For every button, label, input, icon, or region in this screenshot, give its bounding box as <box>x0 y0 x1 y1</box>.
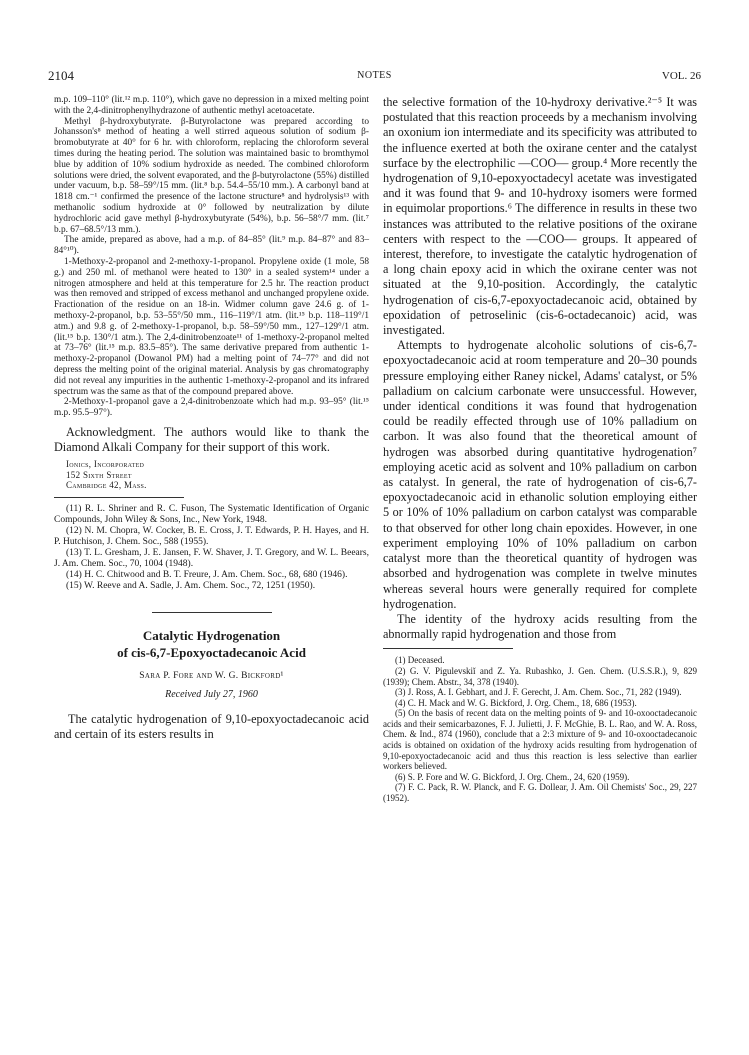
reference: (11) R. L. Shriner and R. C. Fuson, The Systematic Identification of Organic Compounds, John Wiley & Sons, Inc., New York, 1948. <box>54 503 369 525</box>
reference: (15) W. Reeve and A. Sadle, J. Am. Chem. Soc., 72, 1251 (1950). <box>66 580 316 591</box>
paragraph: Attempts to hydrogenate alcoholic solutions of cis-6,7-epoxyoctadecanoic acid at room temperature and 20–30 pounds pressure employing either Raney nickel, Adams' catalyst, or 5% palladium on calcium carbonate were unsuccessful. However, under identical conditions it was found that hydrogenation could be readily effected through use of 10% palladium on carbon. It was also found that the theoretical amount of hydrogen was absorbed during quantitative hydrogenation⁷ employing acetic acid as solvent and 10% palladium on carbon as catalyst. In general, the rate of hydrogenation of cis-6,7-epoxyoctadecanoic acid in ethanolic solution employing either 5 or 10% of 10% palladium on carbon catalyst was comparable to that observed for other long chain epoxides. However, in one experiment employing 10% of 10% palladium on carbon catalyst more than the theoretical quantity of hydrogen was absorbed and hydrogenation was complete in twelve minutes whereas several hours were generally required for complete hydrogenation. <box>383 338 697 611</box>
paragraph: the selective formation of the 10-hydroxy derivative.²⁻⁵ It was postulated that this reaction proceeds by a mechanism involving an oxonium ion intermediate and its specificity was attributed to the influence exerted at both the oxirane center and the catalyst surface by the electrophilic —COO— group.⁴ More recently the hydrogenation of 9,10-epoxyoctadecyl acetate was investigated and it was found that 9- and 10-hydroxy isomers were formed in equimolar proportions.⁶ The difference in results in these two instances was attributed to the relative positions of the oxirane centers with respect to the —COO— groups. It appeared of interest, therefore, to investigate the catalytic hydrogenation of a long chain epoxy acid in which the oxirane center was not situated at the 9,10-position. Accordingly, the catalytic hydrogenation of cis-6,7-epoxyoctadecanoic acid, obtained by epoxidation of petroselinic (cis-6-octadecanoic) acid, was investigated. <box>383 95 697 338</box>
address-line: 152 Sixth Street <box>66 469 132 480</box>
right-column <box>383 95 697 804</box>
reference-list <box>54 504 369 592</box>
left-column <box>54 95 369 742</box>
paragraph: 2-Methoxy-1-propanol gave a 2,4-dinitrobenzoate which had m.p. 93–95° (lit.¹⁵ m.p. 95.5–97°). <box>54 397 369 419</box>
article-title-line: of cis-6,7-Epoxyoctadecanoic Acid <box>117 644 306 660</box>
footnote-divider <box>383 648 513 649</box>
paragraph: The amide, prepared as above, had a m.p. of 84–85° (lit.⁹ m.p. 84–87° and 83–84°¹⁰). <box>54 235 369 257</box>
footnote: (1) Deceased. <box>395 655 445 666</box>
article-authors: Sara P. Fore and W. G. Bickford¹ <box>139 670 284 681</box>
received-date: Received July 27, 1960 <box>165 688 258 700</box>
reference: (13) T. L. Gresham, J. E. Jansen, F. W. Shaver, J. T. Gregory, and W. L. Beears, J. Am. Chem. Soc., 70, 1004 (1948). <box>54 547 369 569</box>
footnote: (2) G. V. Pigulevskiĭ and Z. Ya. Rubashko, J. Gen. Chem. (U.S.S.R.), 9, 829 (1939); Chem. Abstr., 34, 378 (1940). <box>383 665 697 687</box>
reference: (14) H. C. Chitwood and B. T. Freure, J. Am. Chem. Soc., 68, 680 (1946). <box>66 569 348 580</box>
acknowledgment: Acknowledgment. The authors would like to thank the Diamond Alkali Company for their support of this work. <box>54 424 369 454</box>
volume-label: VOL. 26 <box>661 70 701 82</box>
address-line: Ionics, Incorporated <box>66 458 145 469</box>
paragraph: The identity of the hydroxy acids resulting from the abnormally rapid hydrogenation and those from <box>383 611 697 642</box>
intro-paragraph: The catalytic hydrogenation of 9,10-epoxyoctadecanoic acid and certain of its esters results in <box>54 711 369 741</box>
footnote: (4) C. H. Mack and W. G. Bickford, J. Org. Chem., 18, 686 (1953). <box>395 697 637 708</box>
paragraph: Methyl β-hydroxybutyrate. β-Butyrolactone was prepared according to Johansson's⁸ method of heating a well stirred aqueous solution of sodium β-bromobutyrate at 40° for 6 hr. with chloroform, replacing the chloroform several times during the heating period. The solution was maintained basic to bromthymol blue by addition of 10% sodium hydroxide as needed. The combined chloroform solutions were dried, the solvent evaporated, and the β-butyrolactone (55%) distilled under vacuum, b.p. 58–59°/15 mm. (lit.⁸ b.p. 54.4–55/10 mm.). A carbonyl band at 1818 cm.⁻¹ confirmed the presence of the lactone structure⁸ and hydrolysis¹³ with methanolic sodium hydroxide at 0° followed by neutralization by dilute hydrochloric acid gave methyl β-hydroxybutyrate (54%), b.p. 56–58°/7 mm. (lit.⁷ b.p. 67–68.5°/13 mm.). <box>54 116 369 235</box>
reference: (12) N. M. Chopra, W. Cocker, B. E. Cross, J. T. Edwards, P. H. Hayes, and H. P. Hutchison, J. Chem. Soc., 588 (1955). <box>54 525 369 547</box>
page-header <box>48 68 701 84</box>
footnote: (3) J. Ross, A. I. Gebhart, and J. F. Gerecht, J. Am. Chem. Soc., 71, 282 (1949). <box>395 687 682 698</box>
address-line: Cambridge 42, Mass. <box>66 480 147 491</box>
article-divider <box>152 612 272 613</box>
paragraph: 1-Methoxy-2-propanol and 2-methoxy-1-propanol. Propylene oxide (1 mole, 58 g.) and 250 ml. of methanol were heated to 130° in a sealed system¹⁴ under a nitrogen atmosphere and held at this temperature for 2.5 hr. The reaction product was then removed and stripped of excess methanol and unchanged propylene oxide. Fractionation of the residue on an 18-in. Widmer column gave 24.6 g. of 1-methoxy-2-propanol, b.p. 53–55°/50 mm., 116–119°/1 atm. (lit.¹⁵ b.p. 118–119°/1 atm.) and 9.8 g. of 2-methoxy-1-propanol, b.p. 58–59°/50 mm., 127–129°/1 atm. (lit.¹⁵ b.p. 130°/1 atm.). The 2,4-dinitrobenzoate¹¹ of 1-methoxy-2-propanol melted at 73–76° (lit.¹⁵ m.p. 83.5–85°). The same derivative prepared from authentic 1-methoxy-2-propanol (Dowanol PM) had a melting point of 74–77° and did not depress the melting point of the original material. Analysis by gas chromatography did not reveal any impurities in the authentic 1-methoxy-2-propanol and its infrared spectrum was the same as that of the compound prepared above. <box>54 256 369 397</box>
article-title <box>54 627 369 661</box>
footnote: (5) On the basis of recent data on the melting points of 9- and 10-oxooctadecanoic acids and their semicarbazones, F. J. Julietti, J. F. McGhie, B. L. Rao, and W. A. Ross, Chem. & Ind., 874 (1960), conclude that a 2:3 mixture of 9- and 10-oxooctadecanoic acids is obtained on oxidation of the hydroxy acids resulting from hydrogenation of 9,10-epoxyoctadecanoic acid and thus this reaction is less selective than earlier workers believed. <box>383 708 697 772</box>
paragraph: m.p. 109–110° (lit.¹² m.p. 110°), which gave no depression in a mixed melting point with the 2,4-dinitrophenylhydrazone of authentic methyl acetoacetate. <box>54 95 369 116</box>
footnote: (7) F. C. Pack, R. W. Planck, and F. G. Dollear, J. Am. Oil Chemists' Soc., 29, 227 (1952). <box>383 782 697 804</box>
footnote-list <box>383 655 697 803</box>
page-number: 2104 <box>48 68 74 83</box>
section-title: NOTES <box>357 70 392 81</box>
divider <box>54 497 184 498</box>
article-title-line: Catalytic Hydrogenation <box>142 627 281 643</box>
footnote: (6) S. P. Fore and W. G. Bickford, J. Org. Chem., 24, 620 (1959). <box>395 771 630 782</box>
